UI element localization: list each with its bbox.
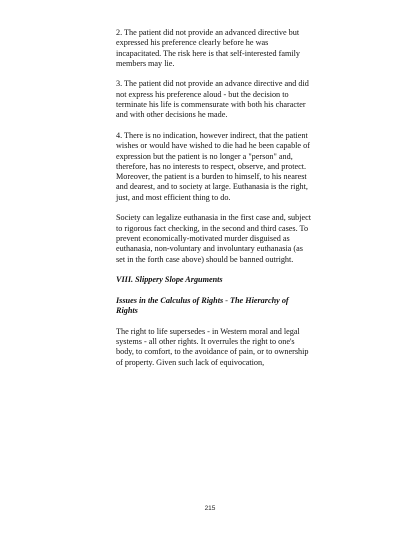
paragraph-case-2: 2. The patient did not provide an advanced directive but expressed his preference clearly before he was incapacitated. The risk here is that self-interested family members may lie. xyxy=(116,28,300,68)
paragraph-right-to-life: The right to life supersedes - in Western moral and legal systems - all other rights. It overrules the right to one's body, to comfort, to the avoidance of pain, or to ownership of property. Given such lack of equivocation, xyxy=(116,326,309,367)
section-heading: VIII. Slippery Slope Arguments xyxy=(116,275,223,285)
page-number: 215 xyxy=(204,505,216,512)
paragraph-society: Society can legalize euthanasia in the first case and, subject to rigorous fact checking, in the second and third cases. To prevent economically-motivated murder disguised as euthanasia, non-voluntary and involuntary euthanasia (as set in the forth case above) should be banned outright. xyxy=(116,213,312,264)
paragraph-case-3: 3. The patient did not provide an advance directive and did not express his preference aloud - but the decision to terminate his life is commensurate with both his character and with other decisions he made. xyxy=(116,79,309,120)
body-text xyxy=(116,28,312,378)
paragraph-case-4: 4. There is no indication, however indirect, that the patient wishes or would have wished to die had he been capable of expression but the patient is no longer a "person" and, therefore, has no interests to respect, observe, and protect. Moreover, the patient is a burden to himself, to his nearest and dearest, and to society at large. Euthanasia is the right, just, and most efficient thing to do. xyxy=(116,130,310,202)
subsection-heading: Issues in the Calculus of Rights - The Hierarchy of Rights xyxy=(116,295,289,316)
